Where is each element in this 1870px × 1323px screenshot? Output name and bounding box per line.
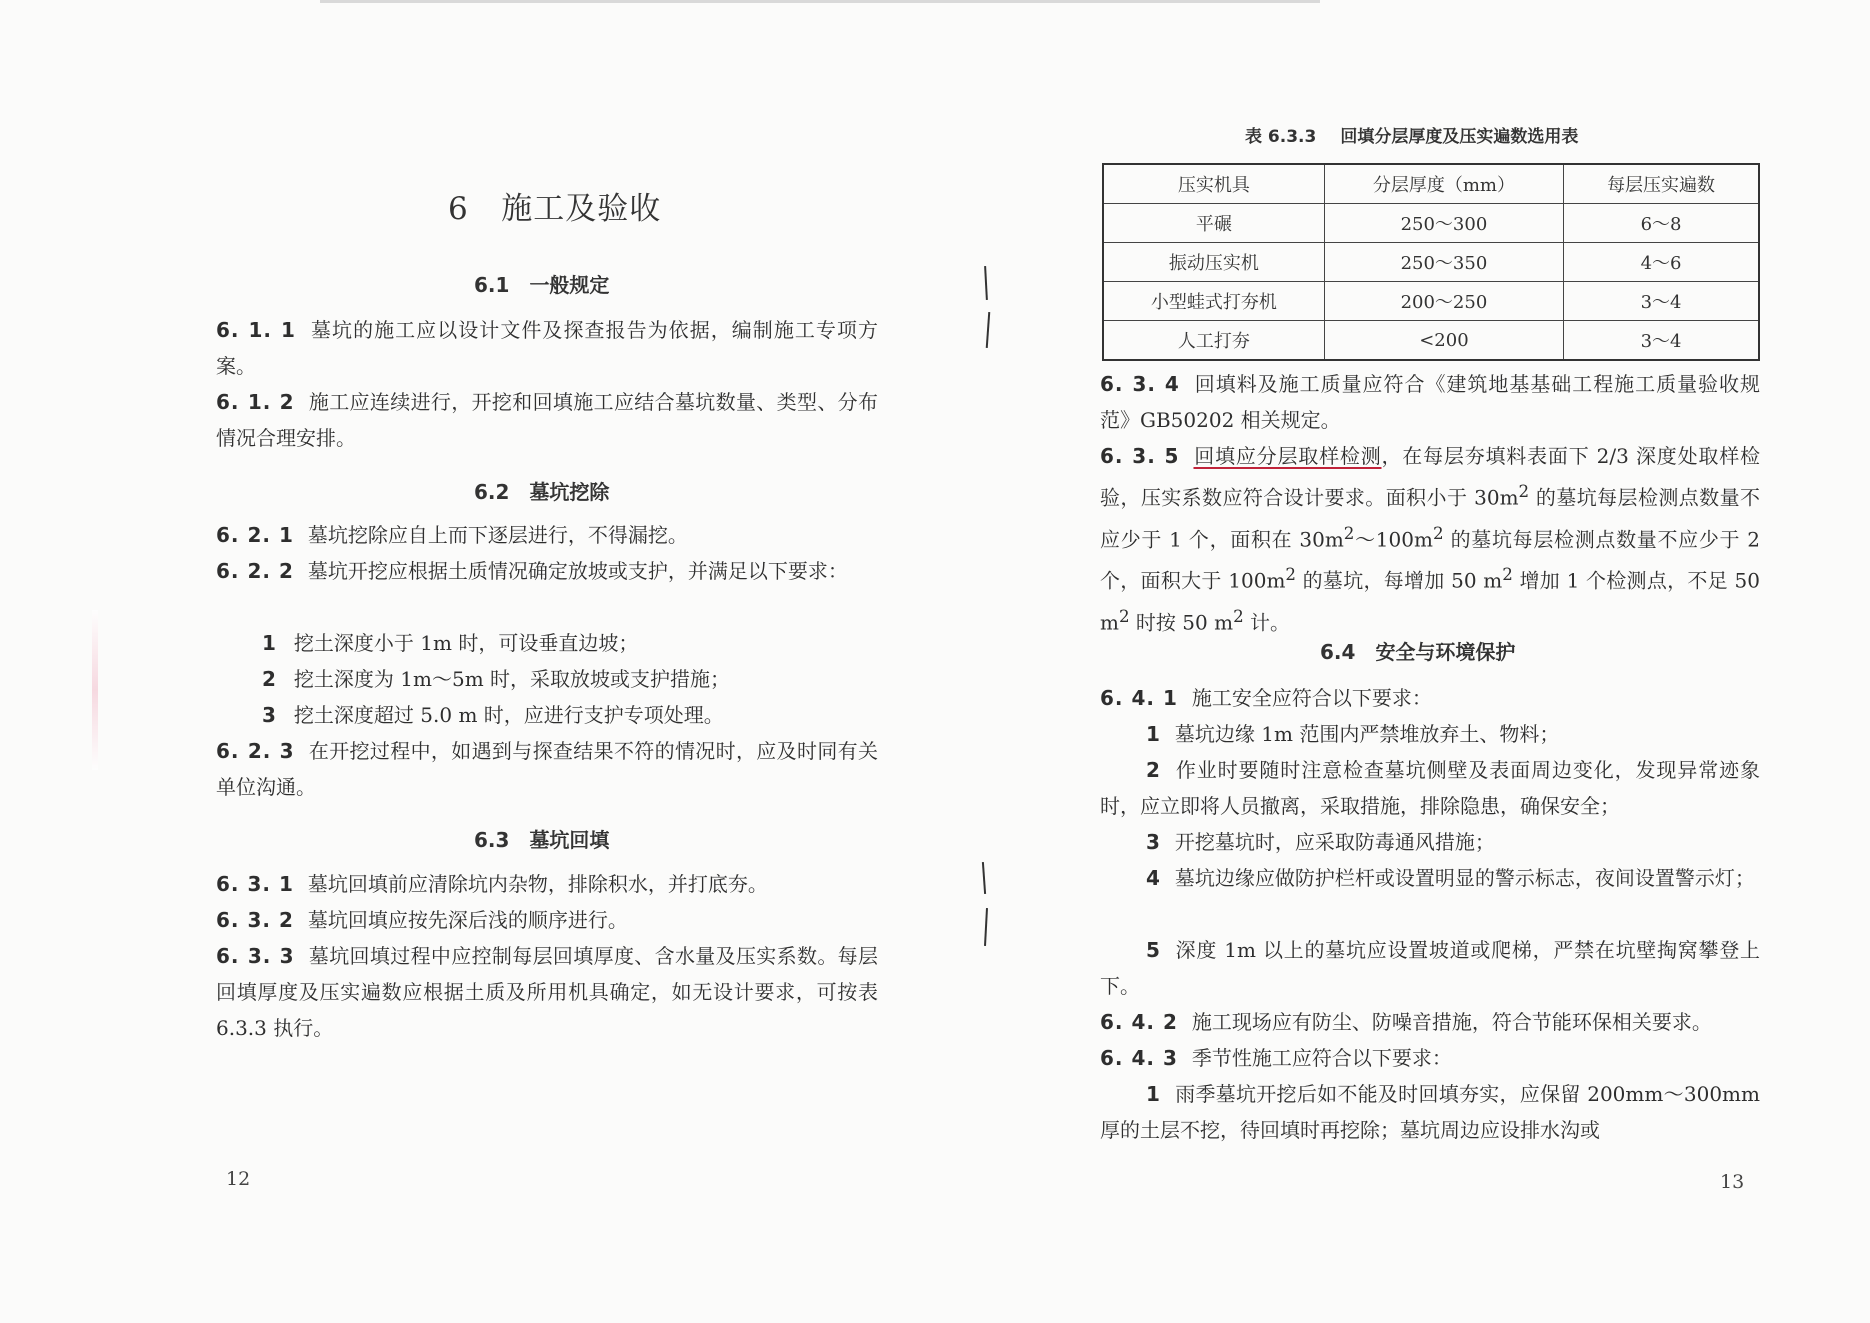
table-cell: 人工打夯 xyxy=(1103,321,1324,361)
table-cell: 250～350 xyxy=(1324,243,1563,282)
list-item: 3 挖土深度超过 5.0 m 时，应进行支护专项处理。 xyxy=(262,703,724,727)
table-cell: 6～8 xyxy=(1564,204,1759,243)
table-cell: 3～4 xyxy=(1564,282,1759,321)
clause-number: 6. 1. 1 xyxy=(216,318,296,342)
clause-number: 6. 3. 1 xyxy=(216,872,294,896)
clause-number: 6. 4. 3 xyxy=(1100,1046,1178,1070)
table-header-row xyxy=(1103,164,1759,204)
clause-number: 6. 4. 2 xyxy=(1100,1010,1178,1034)
clause-number: 6. 3. 3 xyxy=(216,944,295,968)
table-cell: 200～250 xyxy=(1324,282,1563,321)
clause-number: 6. 3. 5 xyxy=(1100,444,1180,468)
section-6-1-heading: 6.1 一般规定 xyxy=(474,273,610,297)
table-cell: <200 xyxy=(1324,321,1563,361)
clause-number: 6. 3. 4 xyxy=(1100,372,1180,396)
table-header-cell: 分层厚度（mm） xyxy=(1324,164,1563,204)
list-item: 2 挖土深度为 1m～5m 时，采取放坡或支护措施； xyxy=(262,667,731,691)
clause-6-3-2: 6. 3. 2 墓坑回填应按先深后浅的顺序进行。 xyxy=(216,908,628,932)
clause-6-4-1: 6. 4. 1 施工安全应符合以下要求： xyxy=(1100,686,1432,710)
list-item: 4 墓坑边缘应做防护栏杆或设置明显的警示标志，夜间设置警示灯； xyxy=(1146,866,1755,890)
list-item: 3 开挖墓坑时，应采取防毒通风措施； xyxy=(1146,830,1495,854)
clause-number: 6. 2. 3 xyxy=(216,739,295,763)
table-cell: 振动压实机 xyxy=(1103,243,1324,282)
scan-top-edge xyxy=(320,0,1320,3)
clause-6-1-1: 6. 1. 1 墓坑的施工应以设计文件及探查报告为依据，编制施工专项方案。 xyxy=(216,318,879,378)
compaction-table xyxy=(1102,163,1760,361)
pen-mark xyxy=(984,266,988,300)
section-6-2-heading: 6.2 墓坑挖除 xyxy=(474,480,610,504)
pen-mark xyxy=(982,862,986,894)
pen-mark xyxy=(986,312,991,348)
scan-stain xyxy=(92,610,98,770)
table-cell: 平碾 xyxy=(1103,204,1324,243)
list-item: 2 作业时要随时注意检查墓坑侧壁及表面周边变化，发现异常迹象时，应立即将人员撤离，采取措施，排除隐患，确保安全； xyxy=(1100,758,1760,818)
chapter-title-text: 施工及验收 xyxy=(501,191,662,227)
table-row xyxy=(1103,321,1759,361)
clause-6-4-2: 6. 4. 2 施工现场应有防尘、防噪音措施，符合节能环保相关要求。 xyxy=(1100,1010,1712,1034)
chapter-title xyxy=(448,183,661,228)
table-header-cell: 每层压实遍数 xyxy=(1564,164,1759,204)
table-header-cell: 压实机具 xyxy=(1103,164,1324,204)
clause-number: 6. 2. 2 xyxy=(216,559,294,583)
clause-number: 6. 4. 1 xyxy=(1100,686,1178,710)
section-6-3-heading: 6.3 墓坑回填 xyxy=(474,828,610,852)
list-item: 1 挖土深度小于 1m 时，可设垂直边坡； xyxy=(262,631,639,655)
clause-6-3-4: 6. 3. 4 回填料及施工质量应符合《建筑地基基础工程施工质量验收规范》GB50202 相关规定。 xyxy=(1100,372,1760,432)
clause-6-2-3: 6. 2. 3 在开挖过程中，如遇到与探查结果不符的情况时，应及时同有关单位沟通。 xyxy=(216,739,878,799)
clause-number: 6. 3. 2 xyxy=(216,908,294,932)
list-item: 5 深度 1m 以上的墓坑应设置坡道或爬梯，严禁在坑壁掏窝攀登上下。 xyxy=(1100,938,1760,998)
clause-6-1-2: 6. 1. 2 施工应连续进行，开挖和回填施工应结合墓坑数量、类型、分布情况合理安排。 xyxy=(216,390,878,450)
clause-6-3-1: 6. 3. 1 墓坑回填前应清除坑内杂物，排除积水，并打底夯。 xyxy=(216,872,768,896)
underlined-text: 回填应分层取样检测 xyxy=(1193,444,1382,468)
table-title: 回填分层厚度及压实遍数选用表 xyxy=(1340,127,1579,147)
clause-6-4-3: 6. 4. 3 季节性施工应符合以下要求： xyxy=(1100,1046,1452,1070)
chapter-number: 6 xyxy=(448,191,469,227)
table-cell: 3～4 xyxy=(1564,321,1759,361)
table-cell: 4～6 xyxy=(1564,243,1759,282)
clause-6-2-2: 6. 2. 2 墓坑开挖应根据土质情况确定放坡或支护，并满足以下要求： xyxy=(216,559,848,583)
clause-6-3-3: 6. 3. 3 墓坑回填过程中应控制每层回填厚度、含水量及压实系数。每层回填厚度及压实遍数应根据土质及所用机具确定，如无设计要求，可按表 6.3.3 执行。 xyxy=(216,944,878,1040)
table-row xyxy=(1103,243,1759,282)
clause-6-3-5: 6. 3. 5 回填应分层取样检测，在每层夯填料表面下 2/3 深度处取样检验，压实系数应符合设计要求。面积小于 $30m^2$ 的墓坑每层检测点数量不应少于 1 个，面积在 $30m^2\sim 100m^2$ 的墓坑每层检测点数量不应少于 2 个，面积大于 $100m^2$ 的墓坑，每增加 50 $m^2$ 增加 1 个检测点，不足 50 $m^2$ 时按 50 $m^2$ 计。 xyxy=(1100,444,1761,635)
table-cell: 小型蛙式打夯机 xyxy=(1103,282,1324,321)
list-item: 1 墓坑边缘 1m 范围内严禁堆放弃土、物料； xyxy=(1146,722,1560,746)
section-6-4-heading: 6.4 安全与环境保护 xyxy=(1320,640,1516,664)
pen-mark xyxy=(984,908,988,946)
table-row xyxy=(1103,204,1759,243)
table-row xyxy=(1103,282,1759,321)
page-number-left: 12 xyxy=(226,1168,251,1190)
list-item: 1 雨季墓坑开挖后如不能及时回填夯实，应保留 200mm～300mm 厚的土层不挖，待回填时再挖除；墓坑周边应设排水沟或 xyxy=(1100,1082,1760,1142)
table-number: 表 6.3.3 xyxy=(1245,127,1317,147)
page-number-right: 13 xyxy=(1720,1171,1745,1193)
table-caption xyxy=(1245,122,1578,147)
table-cell: 250～300 xyxy=(1324,204,1563,243)
clause-number: 6. 1. 2 xyxy=(216,390,295,414)
clause-6-2-1: 6. 2. 1 墓坑挖除应自上而下逐层进行，不得漏挖。 xyxy=(216,523,688,547)
clause-number: 6. 2. 1 xyxy=(216,523,294,547)
